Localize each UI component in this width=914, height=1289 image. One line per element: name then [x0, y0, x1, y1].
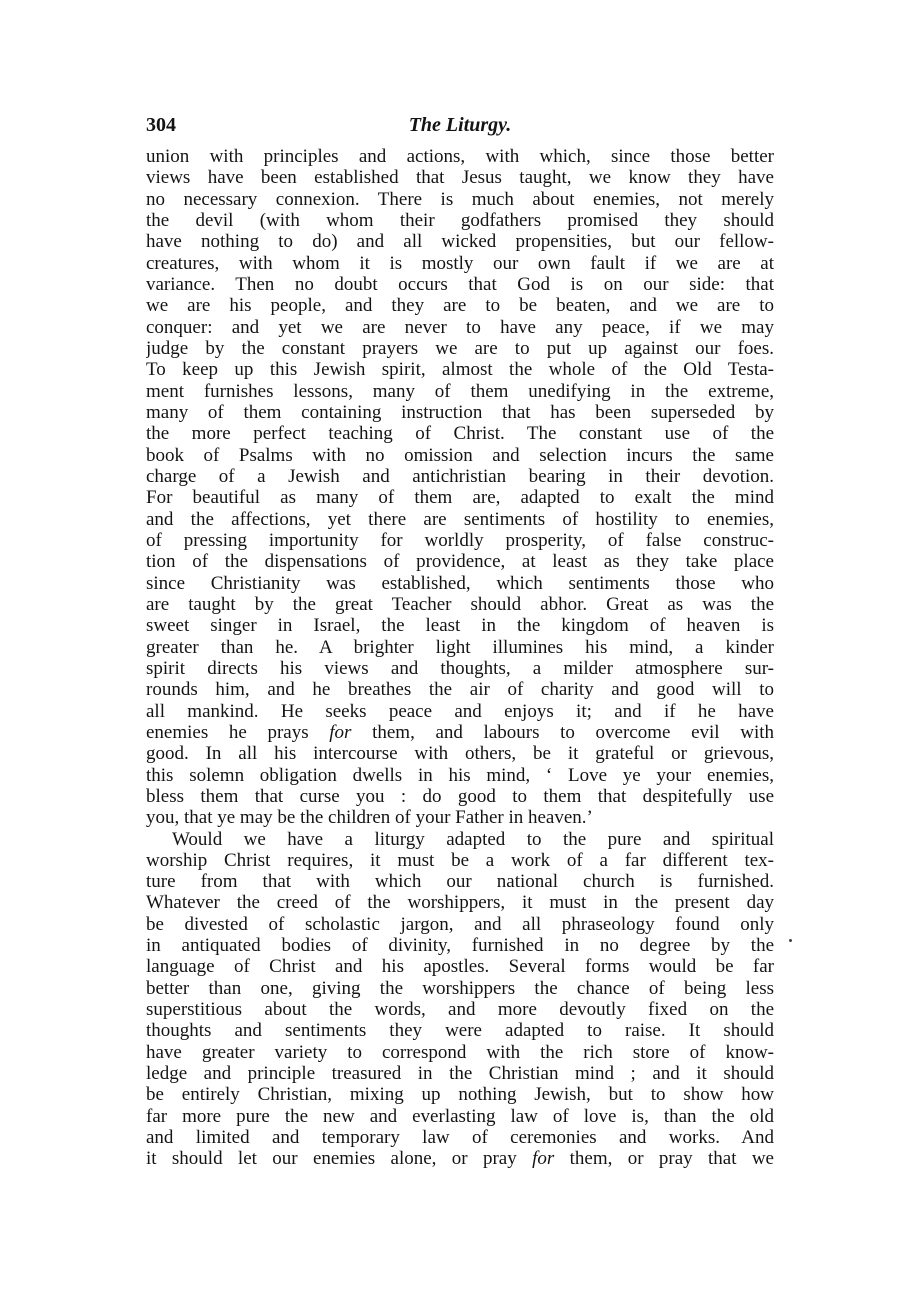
text-line: better than one, giving the worshippers the chance of being less — [146, 977, 774, 999]
text-run: it should let our enemies alone, or pray — [146, 1148, 533, 1170]
text-line: spirit directs his views and thoughts, a milder atmosphere sur- — [146, 657, 774, 679]
text-line: this solemn obligation dwells in his mind, ‘ Love ye your enemies, — [146, 764, 774, 786]
text-line: judge by the constant prayers we are to put up against our foes. — [146, 337, 774, 359]
text-line: ture from that with which our national church is furnished. — [146, 871, 774, 893]
body-text — [146, 146, 774, 1170]
text-line: For beautiful as many of them are, adapted to exalt the mind — [146, 487, 774, 509]
text-line: language of Christ and his apostles. Several forms would be far — [146, 956, 774, 978]
text-line: we are his people, and they are to be beaten, and we are to — [146, 295, 774, 317]
text-line: views have been established that Jesus taught, we know they have — [146, 167, 774, 189]
text-line: of pressing importunity for worldly prosperity, of false construc- — [146, 529, 774, 551]
running-title: The Liturgy. — [408, 114, 512, 136]
text-line: rounds him, and he breathes the air of charity and good will to — [146, 679, 774, 701]
text-line: greater than he. A brighter light illumines his mind, a kinder — [146, 636, 774, 658]
text-line: Would we have a liturgy adapted to the pure and spiritual — [172, 828, 774, 850]
text-line: superstitious about the words, and more devoutly fixed on the — [146, 999, 774, 1021]
text-line: creatures, with whom it is mostly our own fault if we are at — [146, 252, 774, 274]
text-line: conquer: and yet we are never to have any peace, if we may — [146, 316, 774, 338]
text-line: be divested of scholastic jargon, and all phraseology found only — [146, 913, 774, 935]
text-line: all mankind. He seeks peace and enjoys it; and if he have — [146, 700, 774, 722]
text-run: enemies he prays — [146, 721, 330, 743]
text-line: sweet singer in Israel, the least in the kingdom of heaven is — [146, 615, 774, 637]
text-line: good. In all his intercourse with others, be it grateful or grievous, — [146, 743, 774, 765]
text-line: far more pure the new and everlasting law of love is, than the old — [146, 1105, 774, 1127]
italic-word: for — [532, 1148, 555, 1170]
page-number: 304 — [146, 114, 176, 136]
text-line: To keep up this Jewish spirit, almost the whole of the Old Testa- — [146, 359, 774, 381]
text-line: worship Christ requires, it must be a work of a far different tex- — [146, 849, 774, 871]
text-line: the devil (with whom their godfathers promised they should — [146, 209, 774, 231]
text-line: in antiquated bodies of divinity, furnished in no degree by the — [146, 935, 774, 957]
text-line — [146, 1148, 774, 1169]
text-line: have nothing to do) and all wicked propensities, but our fellow- — [146, 231, 774, 253]
text-line: and the affections, yet there are sentiments of hostility to enemies, — [146, 508, 774, 530]
running-head — [146, 110, 774, 140]
text-line: union with principles and actions, with which, since those better — [146, 146, 774, 167]
margin-speck — [789, 939, 792, 942]
text-run: them, or pray that we — [554, 1148, 774, 1170]
text-line: the more perfect teaching of Christ. The constant use of the — [146, 423, 774, 445]
text-run: them, and labours to overcome evil with — [351, 721, 774, 743]
italic-word: for — [329, 721, 352, 743]
text-line: book of Psalms with no omission and selection incurs the same — [146, 444, 774, 466]
text-line: and limited and temporary law of ceremonies and works. And — [146, 1127, 774, 1149]
text-line: have greater variety to correspond with the rich store of know- — [146, 1041, 774, 1063]
text-line: ledge and principle treasured in the Christian mind ; and it should — [146, 1063, 774, 1085]
text-line: tion of the dispensations of providence, at least as they take place — [146, 551, 774, 573]
text-line: ment furnishes lessons, many of them unedifying in the extreme, — [146, 380, 774, 402]
text-line: bless them that curse you : do good to them that despitefully use — [146, 785, 774, 807]
text-line: are taught by the great Teacher should abhor. Great as was the — [146, 593, 774, 615]
text-line: variance. Then no doubt occurs that God is on our side: that — [146, 273, 774, 295]
text-line: no necessary connexion. There is much about enemies, not merely — [146, 188, 774, 210]
text-line: you, that ye may be the children of your Father in heaven.’ — [146, 807, 593, 829]
text-line: many of them containing instruction that has been superseded by — [146, 401, 774, 423]
text-line — [146, 722, 774, 743]
text-line: Whatever the creed of the worshippers, it must in the present day — [146, 892, 774, 914]
text-line: be entirely Christian, mixing up nothing Jewish, but to show how — [146, 1084, 774, 1106]
text-line: thoughts and sentiments they were adapted to raise. It should — [146, 1020, 774, 1042]
text-line: charge of a Jewish and antichristian bearing in their devotion. — [146, 465, 774, 487]
text-line: since Christianity was established, which sentiments those who — [146, 572, 774, 594]
